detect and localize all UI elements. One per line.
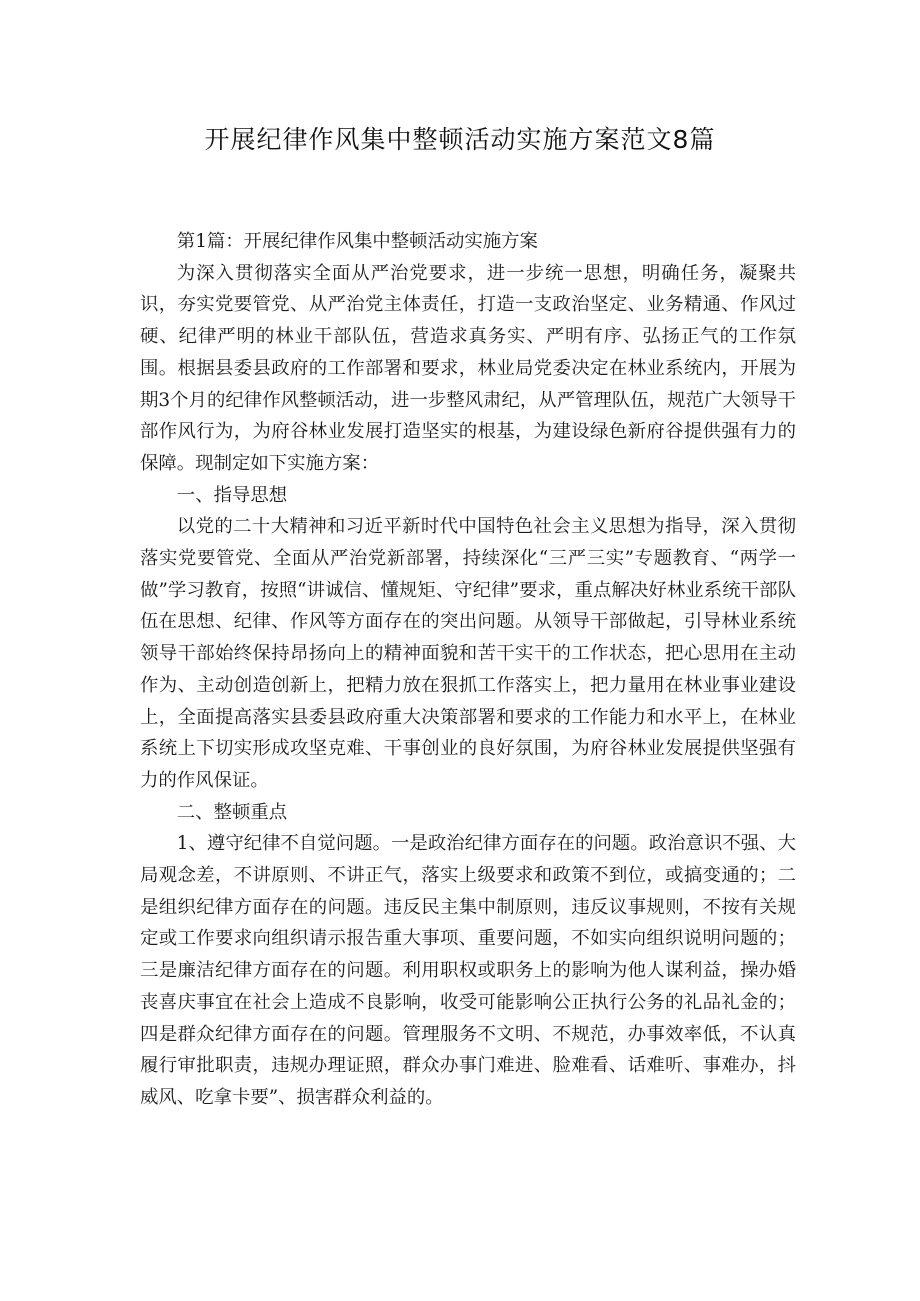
chapter-heading: 第1篇：开展纪律作风集中整顿活动实施方案 bbox=[176, 231, 538, 252]
document-title: 开展纪律作风集中整顿活动实施方案范文8篇 bbox=[204, 125, 716, 154]
paragraph-key-points: 1、遵守纪律不自觉问题。一是政治纪律方面存在的问题。政治意识不强、大局观念差，不讲原则、不讲正气，落实上级要求和政策不到位，或搞变通的；二是组织纪律方面存在的问题。违反民主集中制原则，违反议事规则，不按有关规定或工作要求向组织请示报告重大事项、重要问题，不如实向组织说明问题的；三是廉洁纪律方面存在的问题。利用职权或职务上的影响为他人谋利益，操办婚丧喜庆事宜在社会上造成不良影响，收受可能影响公正执行公务的礼品礼金的；四是群众纪律方面存在的问题。管理服务不文明、不规范，办事效率低，不认真履行审批职责，违规办理证照，群众办事门难进、脸难看、话难听、事难办，抖威风、吃拿卡要”、损害群众利益的。 bbox=[140, 833, 796, 1108]
section-heading-key-points: 二、整顿重点 bbox=[176, 801, 288, 823]
section-heading-guiding-thought: 一、指导思想 bbox=[176, 484, 288, 506]
paragraph-guiding-thought: 以党的二十大精神和习近平新时代中国特色社会主义思想为指导，深入贯彻落实党要管党、全面从严治党新部署，持续深化“三严三实”专题教育、“两学一做”学习教育，按照“讲诚信、懂规矩、守纪律”要求，重点解决好林业系统干部队伍在思想、纪律、作风等方面存在的突出问题。从领导干部做起，引导林业系统领导干部始终保持昂扬向上的精神面貌和苦干实干的工作状态，把心思用在主动作为、主动创造创新上，把精力放在狠抓工作落实上，把力量用在林业事业建设上，全面提高落实县委县政府重大决策部署和要求的工作能力和水平上，在林业系统上下切实形成攻坚克难、干事创业的良好氛围，为府谷林业发展提供坚强有力的作风保证。 bbox=[140, 516, 796, 791]
document-body bbox=[140, 226, 796, 1114]
paragraph-intro: 为深入贯彻落实全面从严治党要求，进一步统一思想，明确任务，凝聚共识，夯实党要管党、从严治党主体责任，打造一支政治坚定、业务精通、作风过硬、纪律严明的林业干部队伍，营造求真务实、严明有序、弘扬正气的工作氛围。根据县委县政府的工作部署和要求，林业局党委决定在林业系统内，开展为期3个月的纪律作风整顿活动，进一步整风肃纪，从严管理队伍，规范广大领导干部作风行为，为府谷林业发展打造坚实的根基，为建设绿色新府谷提供强有力的保障。现制定如下实施方案： bbox=[140, 262, 796, 474]
